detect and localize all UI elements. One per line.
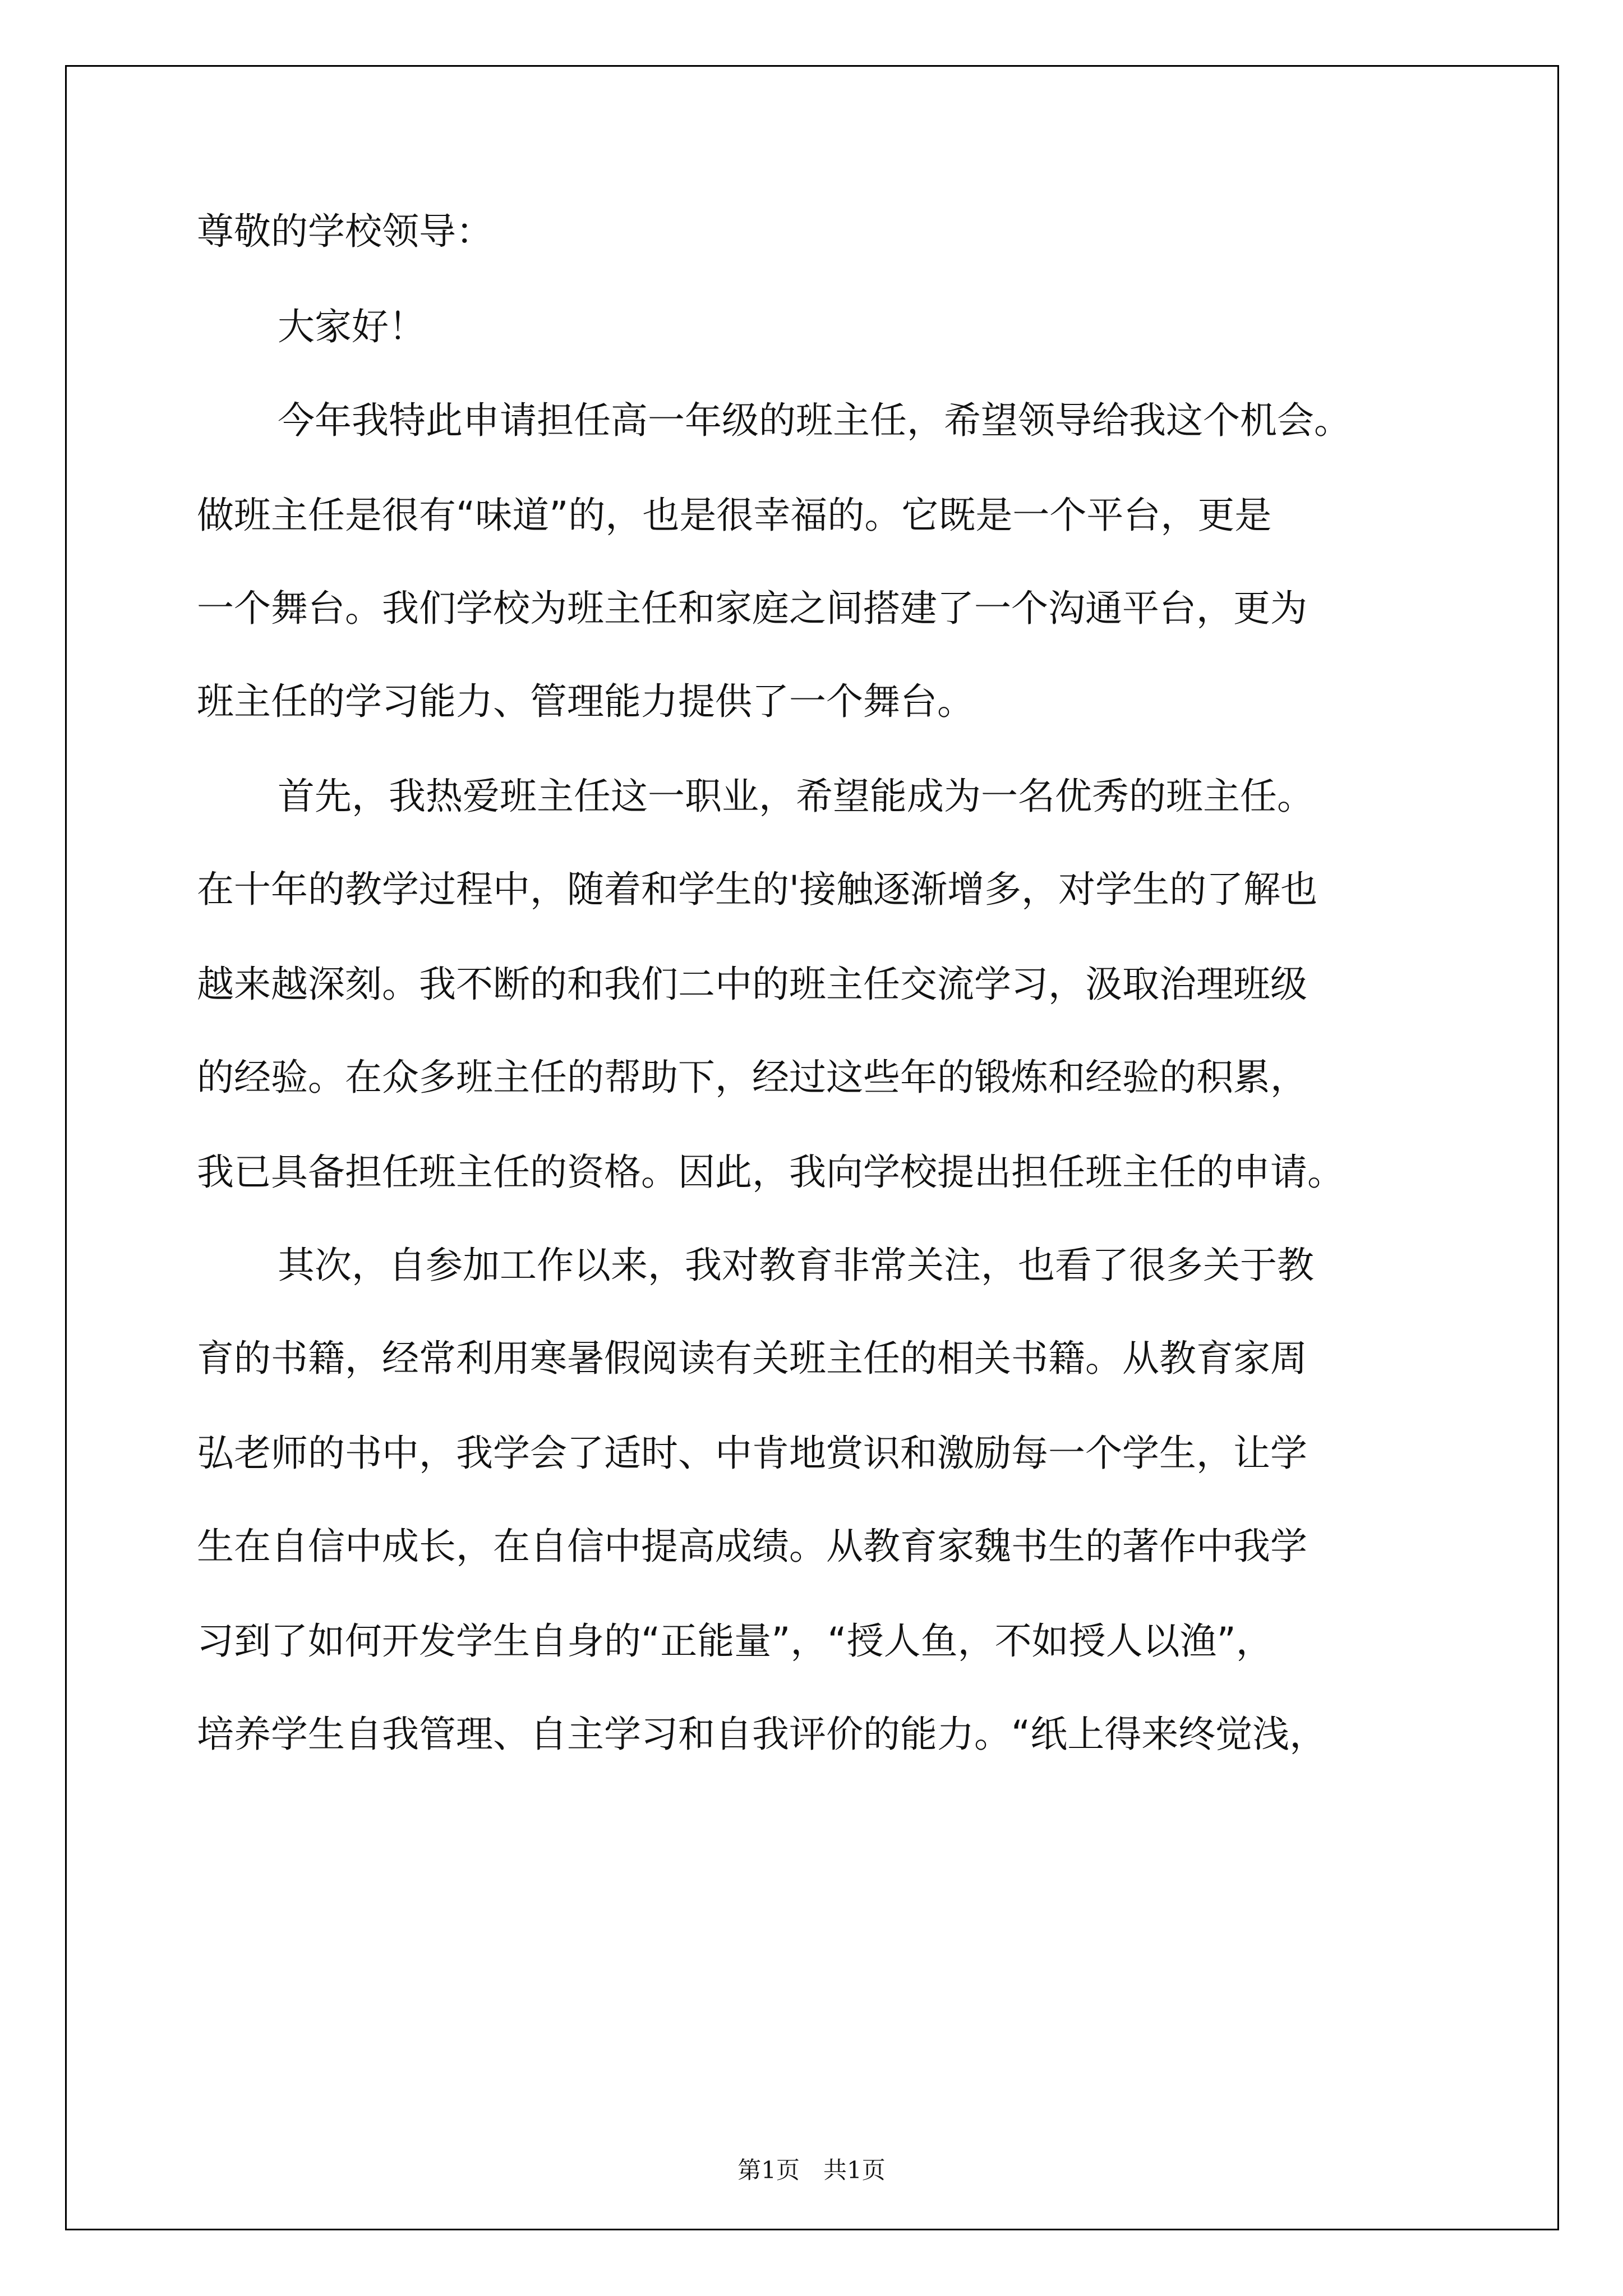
paragraph-line: 做班主任是很有“味道”的，也是很幸福的。它既是一个平台，更是: [197, 494, 1272, 537]
paragraph-line: 育的书籍，经常利用寒暑假阅读有关班主任的相关书籍。从教育家周: [197, 1337, 1307, 1380]
paragraph-line: 我已具备担任班主任的资格。因此，我向学校提出担任班主任的申请。: [197, 1151, 1344, 1194]
paragraph-line: 在十年的教学过程中，随着和学生的'接触逐渐增多，对学生的了解也: [197, 868, 1318, 911]
paragraph-line: 今年我特此申请担任高一年级的班主任，希望领导给我这个机会。: [278, 399, 1351, 442]
paragraph-line: 越来越深刻。我不断的和我们二中的班主任交流学习，汲取治理班级: [197, 963, 1307, 1006]
paragraph-line: 首先，我热爱班主任这一职业，希望能成为一名优秀的班主任。: [278, 775, 1314, 818]
paragraph-line: 习到了如何开发学生自身的“正能量”，“授人鱼，不如授人以渔”，: [197, 1619, 1273, 1663]
paragraph-line: 生在自信中成长，在自信中提高成绩。从教育家魏书生的著作中我学: [197, 1525, 1307, 1568]
paragraph-line: 培养学生自我管理、自主学习和自我评价的能力。“纸上得来终觉浅，: [197, 1713, 1327, 1756]
paragraph-line: 的经验。在众多班主任的帮助下，经过这些年的锻炼和经验的积累，: [197, 1056, 1307, 1099]
paragraph-line: 弘老师的书中，我学会了适时、中肯地赏识和激励每一个学生，让学: [197, 1432, 1307, 1475]
page-border: [65, 65, 1559, 2230]
paragraph-line: 其次，自参加工作以来，我对教育非常关注，也看了很多关于教: [278, 1244, 1314, 1287]
paragraph-line: 一个舞台。我们学校为班主任和家庭之间搭建了一个沟通平台，更为: [197, 587, 1307, 630]
page-number-footer: 第1页 共1页: [737, 2156, 886, 2184]
greeting: 大家好！: [278, 305, 426, 348]
salutation: 尊敬的学校领导：: [197, 210, 493, 253]
paragraph-line: 班主任的学习能力、管理能力提供了一个舞台。: [197, 680, 974, 723]
